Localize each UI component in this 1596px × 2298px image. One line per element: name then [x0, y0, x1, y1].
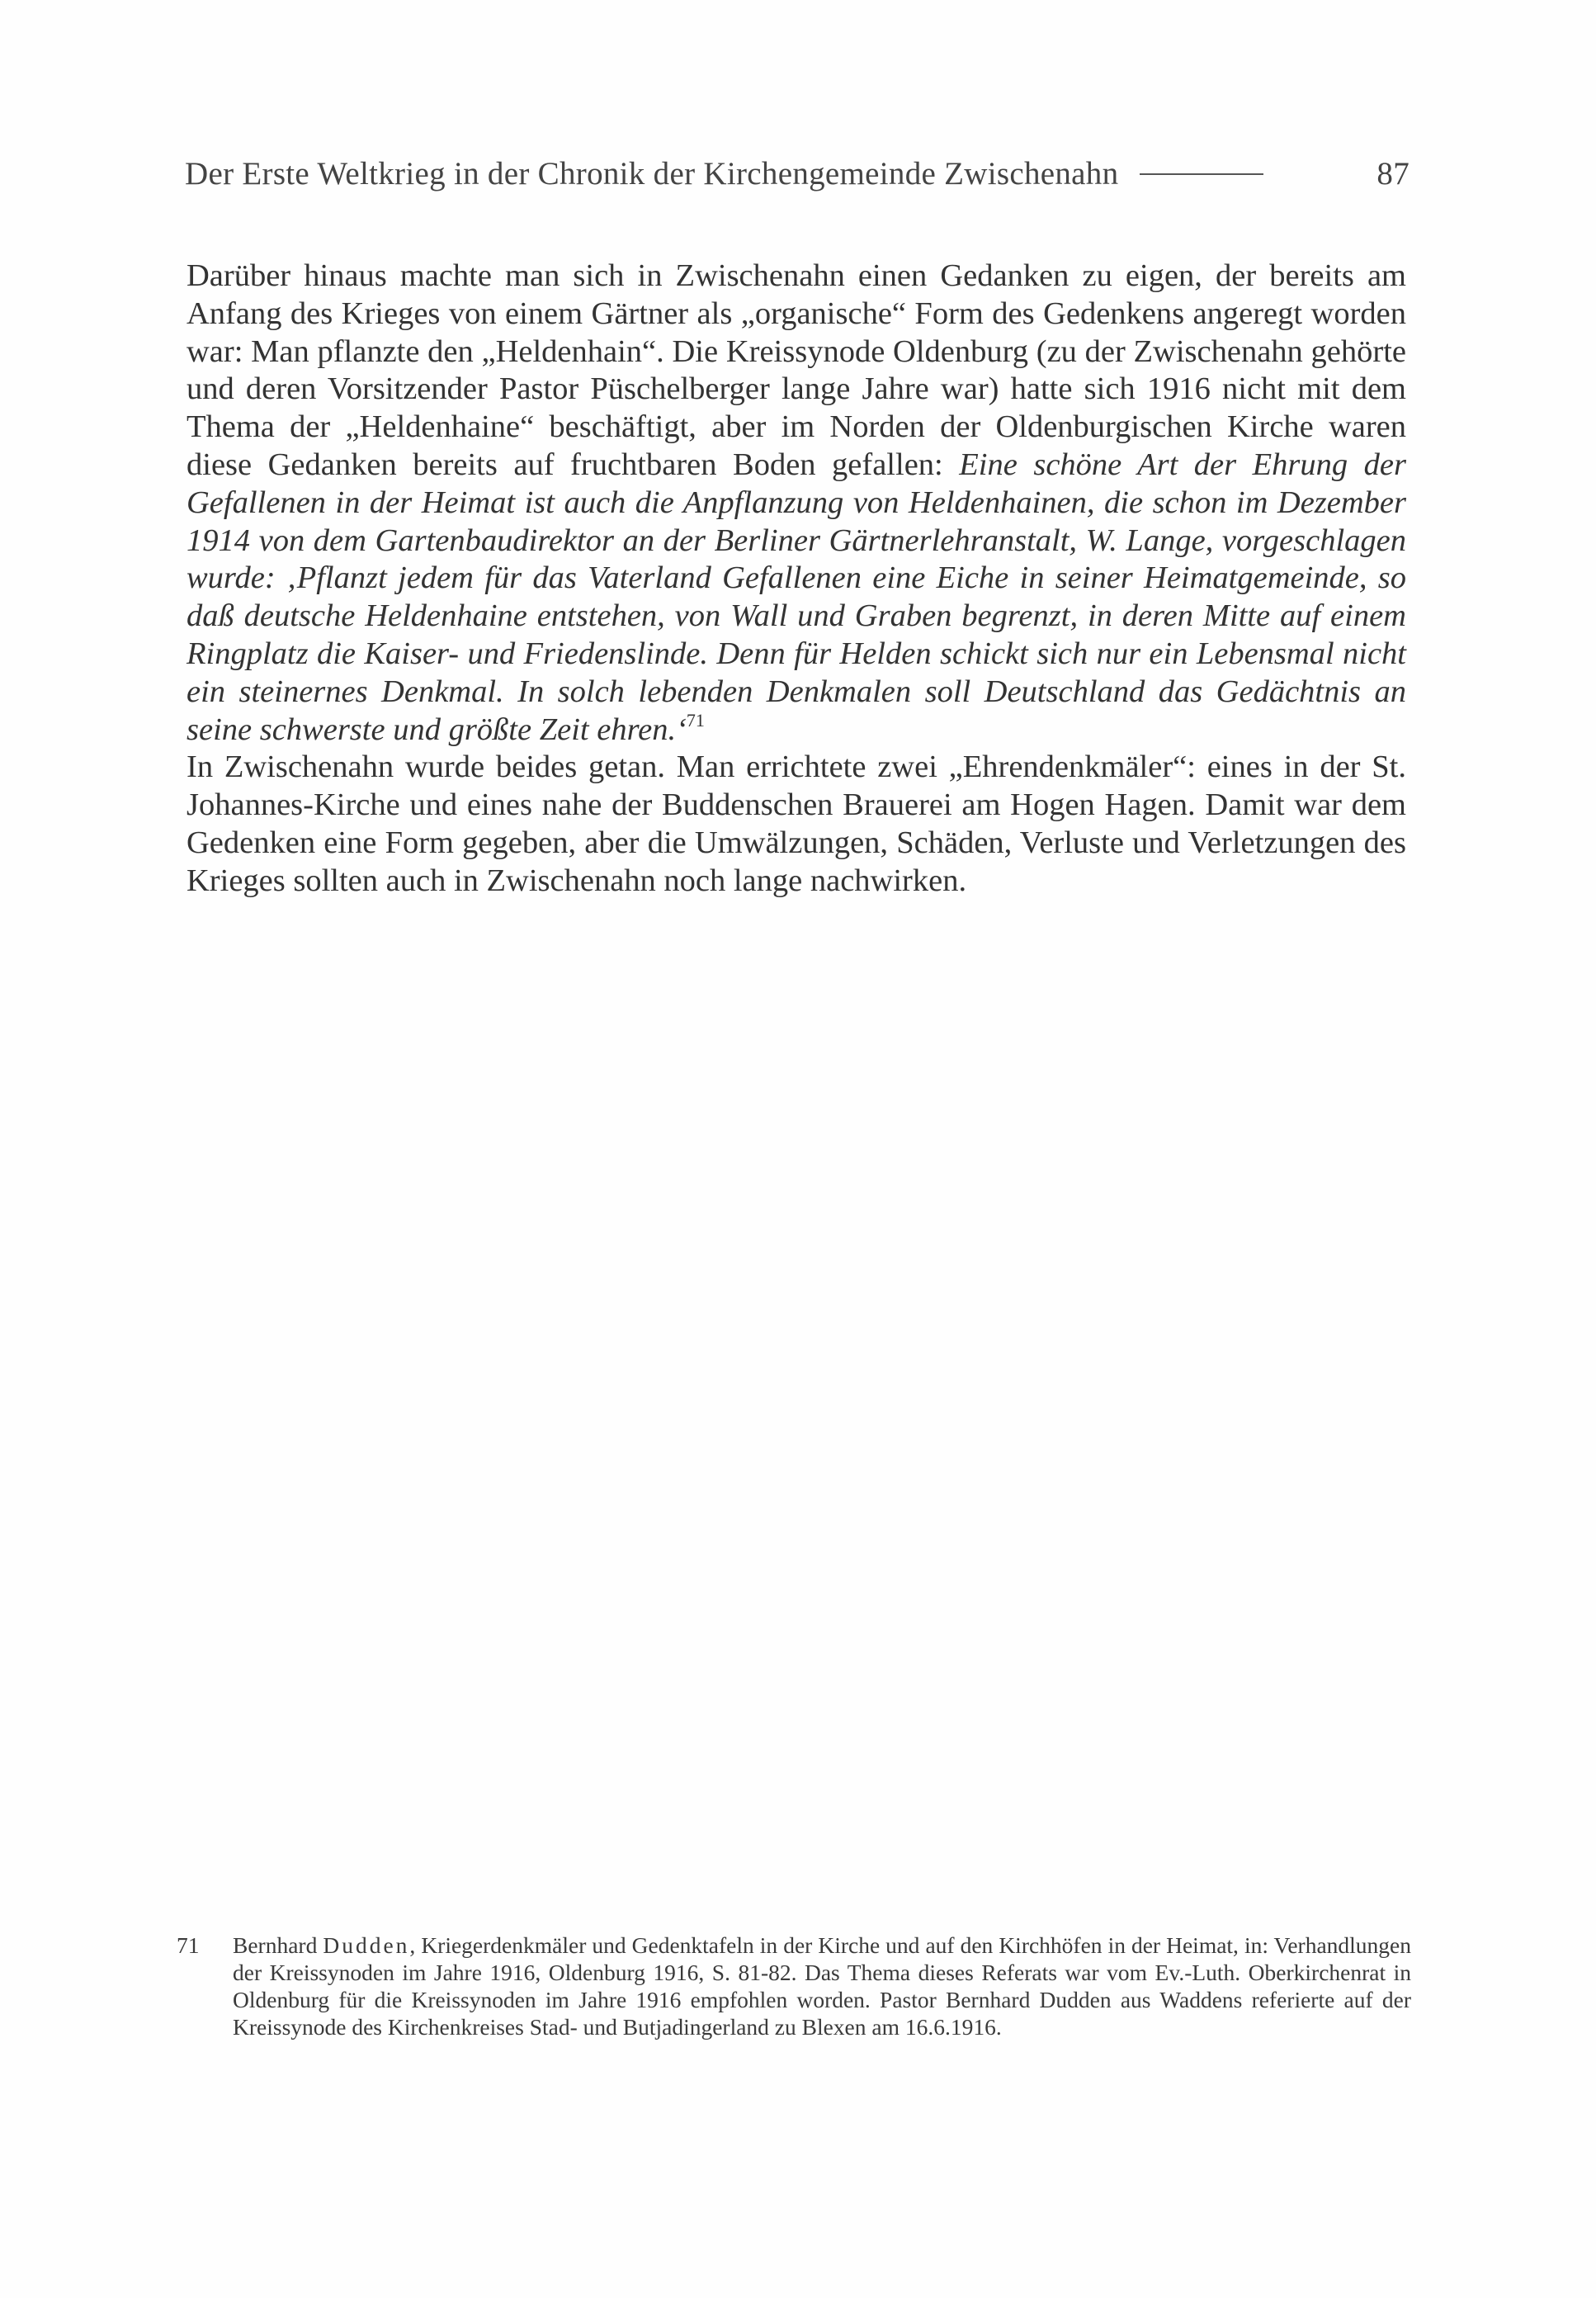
- paragraph-1-text: Darüber hinaus machte man sich in Zwischenahn einen Gedanken zu eigen, der bereits am Anfang des Krieges von einem Gärtner als „organische“ Form des Gedenkens angeregt worden war: Man pflanzte den „Heldenhain“. Die Kreissynode Oldenburg (zu der Zwischenahn gehörte und deren Vorsitzender Pastor Püschelberger lange Jahre war) hatte sich 1916 nicht mit dem Thema der „Heldenhaine“ beschäftigt, aber im Norden der Oldenburgischen Kirche waren diese Gedanken bereits auf fruchtbaren Boden gefallen:: [187, 258, 1406, 482]
- footnote-text: [233, 1932, 1411, 2040]
- footnote-body: , Kriegerdenkmäler und Gedenktafeln in der Kirche und auf den Kirchhöfen in der Heimat, in: Verhandlungen der Kreissynoden im Jahre 1916, Oldenburg 1916, S. 81-82. Das Thema dieses Referats war vom Ev.-Luth. Oberkirchenrat in Oldenburg für die Kreissynoden im Jahre 1916 empfohlen worden. Pastor Bernhard Dudden aus Waddens referierte auf der Kreissynode des Kirchenkreises Stad- und Butjadingerland zu Blexen am 16.6.1916.: [233, 1932, 1411, 2040]
- footnote-number: 71: [177, 1932, 200, 1958]
- running-header-title: Der Erste Weltkrieg in der Chronik der Kirchengemeinde Zwischenahn: [185, 156, 1119, 192]
- footnote-author-last: Dudden: [323, 1932, 410, 1958]
- footnote-author-first: Bernhard: [233, 1932, 323, 1958]
- quotation-italic: Eine schöne Art der Ehrung der Gefallenen in der Heimat ist auch die Anpflanzung von Heldenhainen, die schon im Dezember 1914 von dem Gartenbaudirektor an der Berliner Gärtnerlehranstalt, W. Lange, vorgeschlagen wurde: ‚Pflanzt jedem für das Vaterland Gefallenen eine Eiche in seiner Heimatgemeinde, so daß deutsche Heldenhaine entstehen, von Wall und Graben begrenzt, in deren Mitte auf einem Ringplatz die Kaiser- und Friedenslinde. Denn für Helden schickt sich nur ein Lebensmal nicht ein steinernes Denkmal. In solch lebenden Denkmalen soll Deutschland das Gedächtnis an seine schwerste und größte Zeit ehren.‘: [187, 447, 1406, 747]
- footnote-reference: 71: [686, 709, 705, 731]
- running-header: [185, 155, 1409, 198]
- main-text: [187, 258, 1406, 901]
- paragraph-2: In Zwischenahn wurde beides getan. Man errichtete zwei „Ehrendenkmäler“: eines in der St. Johannes-Kirche und eines nahe der Buddenschen Brauerei am Hogen Hagen. Damit war dem Gedenken eine Form gegeben, aber die Umwälzungen, Schäden, Verluste und Verletzungen des Krieges sollten auch in Zwischenahn noch lange nachwirken.: [187, 749, 1406, 898]
- footnote-71: [177, 1932, 1411, 2040]
- paragraph-1: [187, 258, 1406, 749]
- header-rule: [1140, 173, 1263, 175]
- page-number: 87: [1376, 156, 1409, 192]
